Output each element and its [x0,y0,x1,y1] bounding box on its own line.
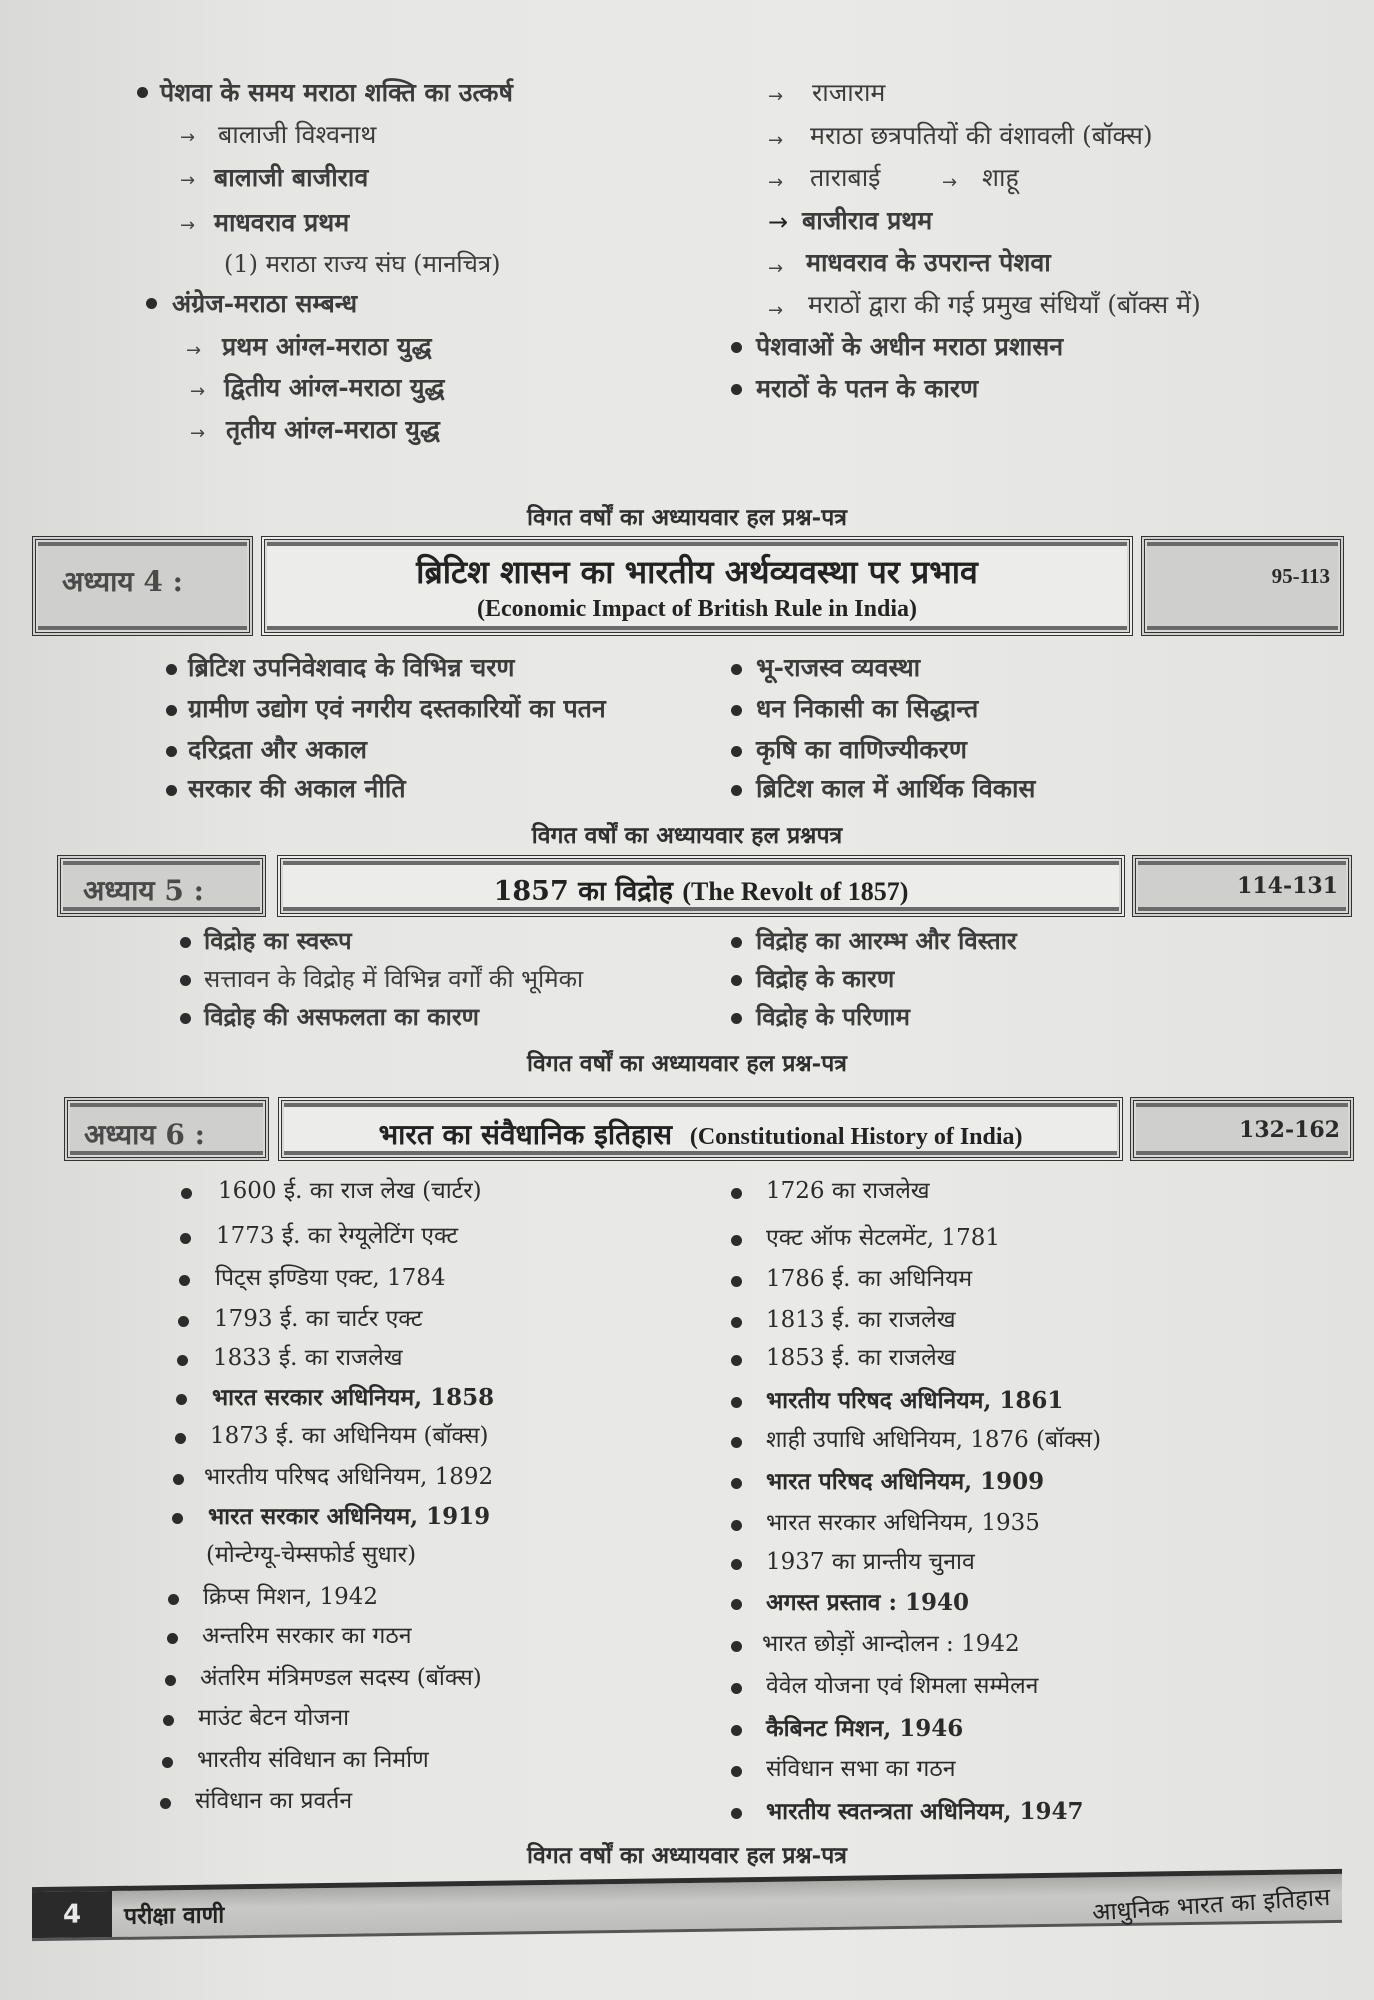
topic-item: अंतरिम मंत्रिमण्डल सदस्य (बॉक्स) [200,1665,482,1691]
chapter-title-english: (The Revolt of 1857) [682,877,909,906]
bullet-icon [180,937,191,948]
chapter-label: अध्याय 5 : [83,874,204,907]
topic-item: 1937 का प्रान्तीय चुनाव [766,1549,975,1575]
topic-item: 1873 ई. का अधिनियम (बॉक्स) [210,1423,489,1449]
page-footer [32,1869,1342,1941]
bullet-icon [731,746,742,757]
bullet-icon [166,705,177,716]
bullet-icon [731,1725,742,1736]
list-item: मराठा छत्रपतियों की वंशावली (बॉक्स) [810,121,1153,150]
topic-item: ग्रामीण उद्योग एवं नगरीय दस्तकारियों का पतन [188,694,606,723]
list-item: द्वितीय आंग्ल-मराठा युद्ध [224,373,445,402]
topic-item: विद्रोह के परिणाम [756,1002,910,1031]
list-item: बालाजी विश्वनाथ [218,120,377,149]
topic-item: विद्रोह की असफलता का कारण [204,1002,480,1031]
list-item: शाहू [982,163,1019,192]
topic-item: शाही उपाधि अधिनियम, 1876 (बॉक्स) [766,1427,1102,1453]
topic-item: अन्तरिम सरकार का गठन [202,1623,412,1649]
topic-item: माउंट बेटन योजना [198,1705,350,1731]
bullet-icon [175,1433,186,1444]
bullet-icon [731,384,742,395]
topic-item: पिट्स इण्डिया एक्ट, 1784 [215,1265,446,1291]
topic-item: 1726 का राजलेख [766,1178,930,1204]
bullet-icon [731,1276,742,1287]
arrow-icon: → [942,172,958,193]
bullet-icon [172,1513,183,1524]
bullet-icon [166,746,177,757]
topic-item: विद्रोह के कारण [756,964,895,993]
bullet-icon [168,1594,179,1605]
arrow-icon: → [190,381,206,402]
topic-item: वेवेल योजना एवं शिमला सम्मेलन [766,1673,1039,1699]
chapter-title-english: (Economic Impact of British Rule in India) [476,596,917,622]
list-item: पेशवा के समय मराठा शक्ति का उत्कर्ष [160,78,513,107]
topic-item: भारतीय परिषद अधिनियम, 1892 [204,1464,494,1490]
bullet-icon [731,1808,742,1819]
page-number: 4 [32,1891,112,1938]
topic-item: भारत सरकार अधिनियम, 1858 [212,1384,495,1411]
topic-item: भारतीय परिषद अधिनियम, 1861 [766,1387,1064,1414]
list-item: मराठों के पतन के कारण [756,374,979,403]
topic-item: सरकार की अकाल नीति [188,774,406,803]
list-item: राजाराम [812,78,886,107]
topic-item: विद्रोह का स्वरूप [204,926,352,955]
list-item: अंग्रेज-मराठा सम्बन्ध [172,289,358,318]
solved-papers-link: विगत वर्षों का अध्यायवार हल प्रश्न-पत्र [527,504,847,531]
arrow-icon: → [768,86,784,107]
topic-item: भारतीय संविधान का निर्माण [197,1747,429,1773]
publisher-name: परीक्षा वाणी [124,1901,225,1930]
bullet-icon [165,1675,176,1686]
list-item: पेशवाओं के अधीन मराठा प्रशासन [756,332,1064,361]
bullet-icon [731,1766,742,1777]
arrow-icon: → [190,423,206,444]
topic-item: 1786 ई. का अधिनियम [766,1266,973,1292]
bullet-icon [731,1559,742,1570]
bullet-icon [163,1715,174,1726]
list-item: माधवराव प्रथम [214,208,350,237]
topic-item: एक्ट ऑफ सेटलमेंट, 1781 [766,1225,1000,1251]
chapter-label-box [57,855,266,917]
bullet-icon [731,1599,742,1610]
bullet-icon [166,785,177,796]
topic-item: 1773 ई. का रेग्यूलेटिंग एक्ट [216,1223,459,1249]
arrow-icon: → [768,300,784,321]
chapter-label-box [32,536,253,636]
chapter-title-english: (Constitutional History of India) [689,1124,1023,1150]
topic-item: ब्रिटिश उपनिवेशवाद के विभिन्न चरण [188,653,515,682]
arrow-icon: → [180,170,196,191]
bullet-icon [731,1641,742,1652]
arrow-icon: → [768,172,784,193]
chapter-title-box [277,855,1125,917]
bullet-icon [137,87,148,98]
bullet-icon [181,1188,192,1199]
topic-item: 1853 ई. का राजलेख [766,1345,956,1371]
list-item: माधवराव के उपरान्त पेशवा [806,248,1051,277]
bullet-icon [731,937,742,948]
topic-item: भारत सरकार अधिनियम, 1919 [208,1503,491,1530]
topic-item: अगस्त प्रस्ताव : 1940 [766,1589,969,1616]
chapter-title-box [261,536,1133,636]
bullet-icon [731,342,742,353]
list-item: बाजीराव प्रथम [802,206,933,235]
bullet-icon [167,1633,178,1644]
page-range: 114-131 [1237,873,1338,899]
chapter-title-hindi: ब्रिटिश शासन का भारतीय अर्थव्यवस्था पर प्रभाव [416,553,978,591]
bullet-icon [180,975,191,986]
page-range: 95-113 [1271,564,1330,588]
solved-papers-link: विगत वर्षों का अध्यायवार हल प्रश्नपत्र [531,822,843,849]
bullet-icon [160,1798,171,1809]
topic-item: भारत परिषद अधिनियम, 1909 [766,1468,1045,1495]
bullet-icon [731,705,742,716]
arrow-icon: → [768,208,789,236]
list-item: (1) मराठा राज्य संघ (मानचित्र) [224,250,501,278]
topic-item: धन निकासी का सिद्धान्त [756,694,979,723]
bullet-icon [731,785,742,796]
list-item: मराठों द्वारा की गई प्रमुख संधियाँ (बॉक्स में) [808,290,1201,319]
bullet-icon [731,975,742,986]
bullet-icon [731,1188,742,1199]
bullet-icon [731,1013,742,1024]
arrow-icon: → [186,340,202,361]
topic-item: 1793 ई. का चार्टर एक्ट [214,1306,423,1332]
bullet-icon [179,1275,190,1286]
bullet-icon [731,1355,742,1366]
arrow-icon: → [768,130,784,151]
topic-item: भारत छोड़ों आन्दोलन : 1942 [762,1631,1020,1657]
arrow-icon: → [768,258,784,279]
page-range: 132-162 [1239,1117,1340,1143]
bullet-icon [180,1233,191,1244]
topic-item: 1600 ई. का राज लेख (चार्टर) [218,1178,482,1204]
topic-item: संविधान का प्रवर्तन [195,1788,353,1814]
topic-item: कैबिनट मिशन, 1946 [766,1715,964,1742]
bullet-icon [731,1235,742,1246]
bullet-icon [166,664,177,675]
page-range-box [1130,1097,1354,1161]
list-item: ताराबाई [810,163,881,192]
topic-item-note: (मोन्टेग्यू-चेम्सफोर्ड सुधार) [206,1542,417,1568]
list-item: बालाजी बाजीराव [214,163,369,192]
chapter-label-box [64,1097,269,1161]
bullet-icon [731,1520,742,1531]
topic-item: संविधान सभा का गठन [766,1756,956,1782]
chapter-label: अध्याय 4 : [62,565,183,598]
solved-papers-link: विगत वर्षों का अध्यायवार हल प्रश्न-पत्र [527,1842,847,1869]
bullet-icon [731,1437,742,1448]
bullet-icon [173,1474,184,1485]
solved-papers-link: विगत वर्षों का अध्यायवार हल प्रश्न-पत्र [527,1050,847,1077]
topic-item: भारतीय स्वतन्त्रता अधिनियम, 1947 [766,1798,1084,1825]
topic-item: 1813 ई. का राजलेख [766,1307,956,1333]
chapter-title-hindi: भारत का संवैधानिक इतिहास [378,1118,673,1151]
page-range-box [1132,855,1352,917]
list-item: तृतीय आंग्ल-मराठा युद्ध [226,415,440,444]
topic-item: ब्रिटिश काल में आर्थिक विकास [756,774,1036,803]
list-item: प्रथम आंग्ल-मराठा युद्ध [222,332,432,361]
topic-item: भू-राजस्व व्यवस्था [756,653,921,682]
bullet-icon [731,1478,742,1489]
bullet-icon [180,1013,191,1024]
bullet-icon [178,1316,189,1327]
chapter-title [281,871,1121,908]
bullet-icon [731,1683,742,1694]
chapter-label: अध्याय 6 : [84,1118,205,1151]
topic-item: क्रिप्स मिशन, 1942 [203,1584,378,1610]
bullet-icon [146,298,157,309]
bullet-icon [162,1757,173,1768]
topic-item: कृषि का वाणिज्यीकरण [756,735,967,764]
topic-item: सत्तावन के विद्रोह में विभिन्न वर्गों की भूमिका [204,965,584,993]
chapter-title-box [278,1097,1123,1161]
book-title: आधुनिक भारत का इतिहास [1091,1882,1331,1927]
bullet-icon [177,1355,188,1366]
bullet-icon [731,1397,742,1408]
topic-item: दरिद्रता और अकाल [188,735,367,764]
page-range-box [1141,536,1344,636]
chapter-title [282,1115,1119,1153]
topic-item: भारत सरकार अधिनियम, 1935 [766,1510,1040,1536]
bullet-icon [176,1394,187,1405]
topic-item: 1833 ई. का राजलेख [213,1345,403,1371]
chapter-title-hindi: 1857 का विद्रोह [493,876,673,907]
arrow-icon: → [180,215,196,236]
bullet-icon [731,664,742,675]
arrow-icon: → [180,127,196,148]
bullet-icon [731,1317,742,1328]
topic-item: विद्रोह का आरम्भ और विस्तार [756,926,1017,955]
